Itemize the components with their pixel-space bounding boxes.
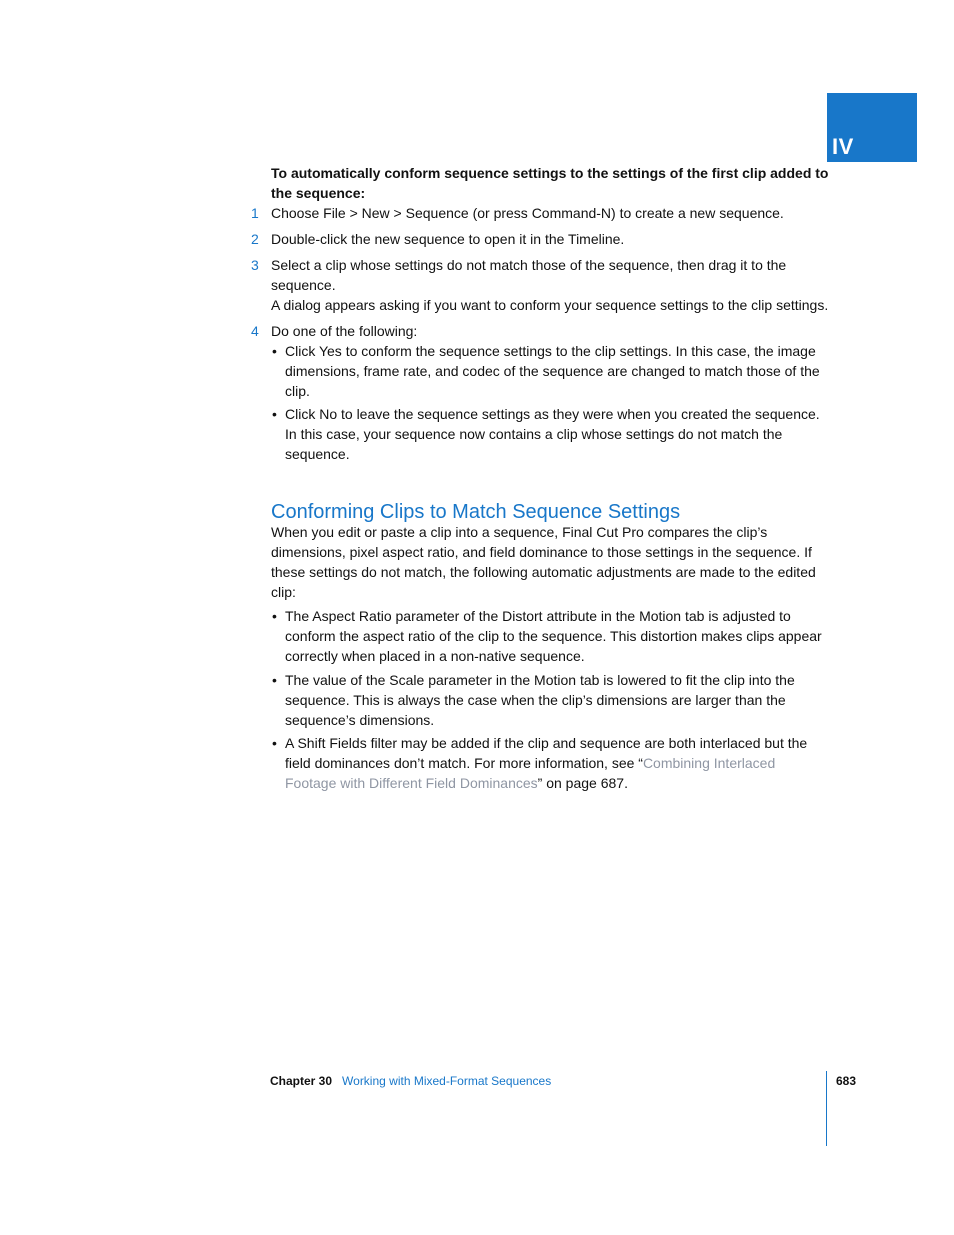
step-4	[251, 321, 829, 341]
list-item-text: Click No to leave the sequence settings as they were when you created the sequence. In this case, your sequence now contains a clip whose settings do not match the sequence.	[285, 406, 820, 462]
step-3-note: A dialog appears asking if you want to conform your sequence settings to the clip settings.	[271, 297, 829, 313]
chapter-number: Chapter 30	[270, 1074, 333, 1088]
bullet-glyph: •	[272, 672, 277, 688]
bullet-glyph: •	[272, 406, 277, 422]
step-text: Choose File > New > Sequence (or press Command-N) to create a new sequence.	[271, 205, 784, 221]
list-item	[271, 606, 829, 666]
part-tab	[827, 93, 917, 162]
list-item-text: Click Yes to conform the sequence settings to the clip settings. In this case, the image dimensions, frame rate, and codec of the sequence are changed to match those of the clip.	[285, 343, 820, 399]
step-text: Double-click the new sequence to open it in the Timeline.	[271, 231, 625, 247]
step-2	[251, 229, 829, 249]
step-number: 4	[251, 323, 259, 339]
list-item-text: The value of the Scale parameter in the Motion tab is lowered to fit the clip into the sequence. This is always the case when the clip’s dimensions are larger than the sequence’s dimensions.	[285, 672, 795, 728]
footer-divider	[826, 1071, 827, 1146]
step-3	[251, 255, 829, 295]
step-number: 3	[251, 257, 259, 273]
adjustments-list	[271, 606, 829, 793]
list-item	[271, 733, 829, 793]
chapter-title: Working with Mixed-Format Sequences	[342, 1074, 552, 1088]
page-number: 683	[836, 1074, 857, 1088]
step-text: Do one of the following:	[271, 323, 418, 339]
step-number: 1	[251, 205, 259, 221]
bullet-glyph: •	[272, 735, 277, 751]
section-heading: Conforming Clips to Match Sequence Settings	[271, 501, 681, 523]
part-tab-label: IV	[832, 134, 854, 159]
cross-reference-link[interactable]: Combining Interlaced Footage with Different Field Dominances	[285, 755, 776, 791]
footer-chapter	[270, 1073, 551, 1089]
bullet-glyph: •	[272, 608, 277, 624]
page-content	[251, 163, 829, 793]
step-1	[251, 203, 829, 223]
step-text: Select a clip whose settings do not match those of the sequence, then drag it to the sequence.	[271, 257, 787, 293]
step-number: 2	[251, 231, 259, 247]
section-intro: When you edit or paste a clip into a sequence, Final Cut Pro compares the clip’s dimensions, pixel aspect ratio, and field dominance to those settings in the sequence. If these settings do not match, the following automatic adjustments are made to the edited clip:	[271, 524, 816, 600]
task-title: To automatically conform sequence settings to the settings of the first clip added to the sequence:	[271, 165, 829, 201]
list-item	[271, 404, 829, 464]
list-item-text: The Aspect Ratio parameter of the Distort attribute in the Motion tab is adjusted to conform the aspect ratio of the clip to the sequence. This distortion makes clips appear correctly when placed in a non-native sequence.	[285, 608, 822, 664]
list-item-text-after: ” on page 687.	[537, 775, 628, 791]
list-item-text-before: A Shift Fields filter may be added if the clip and sequence are both interlaced but the field dominances don’t match. For more information, see “	[285, 735, 808, 771]
list-item	[271, 670, 829, 730]
list-item	[271, 341, 829, 401]
step-4-options	[271, 341, 829, 464]
bullet-glyph: •	[272, 343, 277, 359]
